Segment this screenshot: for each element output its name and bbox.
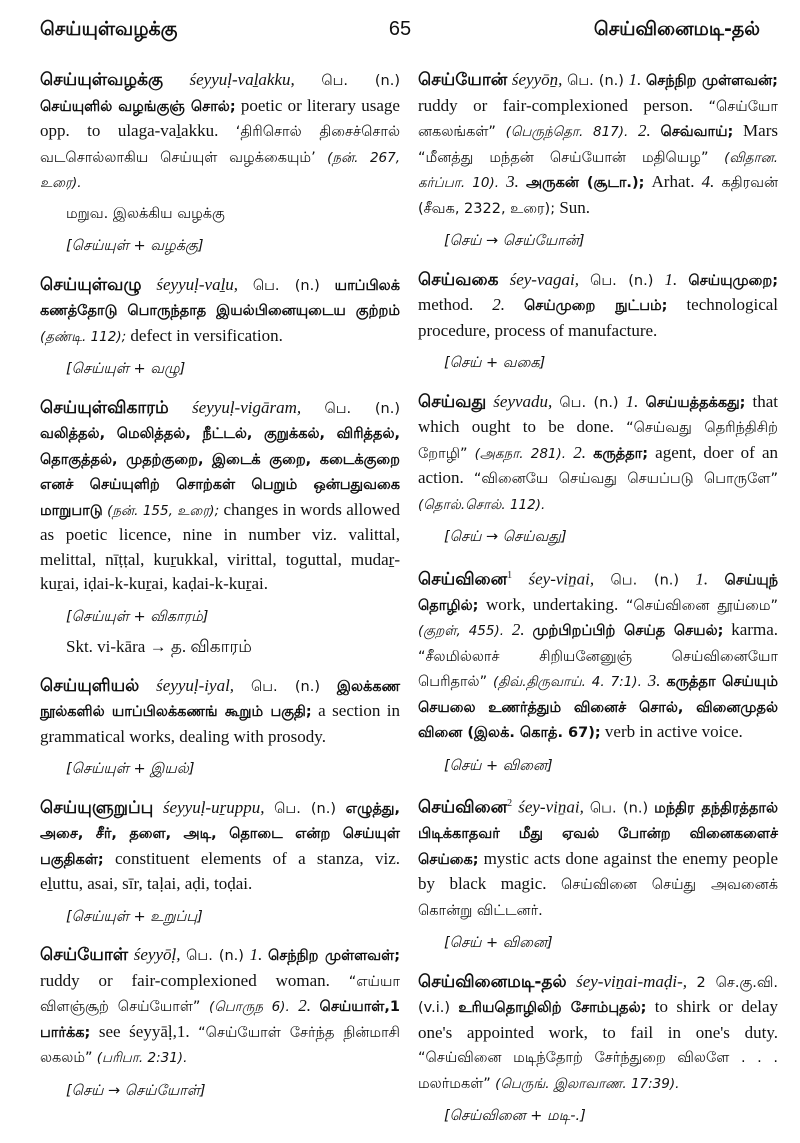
- part-of-speech: பெ. (n.): [252, 277, 320, 294]
- part-of-speech: பெ. (n.): [186, 948, 244, 964]
- english-definition: mystic acts done against the enemy people by black magic.: [418, 848, 778, 894]
- right-column: [418, 68, 778, 1143]
- quotation: “எய்யா விளஞ்சூற் செய்யோள்”: [40, 973, 400, 1015]
- tamil-definition: இலக்கண நூல்களில் யாப்பிலக்கணங் கூறும் பகுதி;: [40, 678, 401, 720]
- english-definition: karma.: [731, 620, 778, 640]
- transliteration: śey-viṉai-maḍi-,: [576, 971, 688, 991]
- tamil-definition: செந்நிற முள்ளவள்;: [268, 948, 400, 964]
- entry-body: [418, 268, 778, 344]
- sense-number: 1.: [249, 945, 263, 964]
- quotation: “செய்வினை தூய்மை”: [625, 597, 779, 614]
- etymology: [செய்யுள் + விகாரம்]: [66, 608, 209, 625]
- entry-body: [418, 68, 778, 221]
- etymology: [செய்யுள் + இயல்]: [66, 761, 195, 777]
- sense-number: 4.: [701, 172, 715, 191]
- dictionary-entry: [40, 796, 400, 930]
- tamil-definition: யாப்பிலக் கணத்தோடு பொருந்தாத இயல்பினையுடைய குற்றம்: [40, 277, 400, 319]
- source-reference: (பரிபா. 2:31).: [96, 1050, 188, 1066]
- etymology: [செய்யுள் + வழு]: [66, 361, 186, 377]
- part-of-speech: பெ. (n.): [250, 678, 320, 695]
- source-reference: (பெருந்தொ. 817).: [505, 124, 629, 140]
- dictionary-entry: [40, 273, 400, 382]
- entry-body: [40, 396, 400, 597]
- quotation: “செய்யோ னகலங்கள்”: [418, 98, 778, 140]
- etymology: [செய்யுள் + உறுப்பு]: [66, 908, 203, 925]
- english-definition: work, undertaking.: [486, 594, 619, 614]
- quotation: “செய்யோள் சேர்ந்த நின்மாசி லகலம்”: [40, 1024, 401, 1066]
- english-definition: technological procedure, process of manufacture.: [418, 295, 779, 340]
- part-of-speech: பெ. (n.): [324, 400, 400, 417]
- tamil-definition: கருத்தா;: [593, 445, 649, 462]
- transliteration: śeyyōḷ,: [133, 945, 181, 964]
- tamil-definition: செய்யுந் தொழில்;: [418, 572, 779, 614]
- page-number: 65: [388, 18, 412, 40]
- part-of-speech: பெ. (n.): [610, 572, 680, 589]
- tamil-definition: செவ்வாய்;: [660, 124, 734, 140]
- source-reference: (குறள், 455).: [418, 623, 505, 640]
- entry-body: [418, 390, 778, 518]
- entry-body: [40, 796, 400, 897]
- english-definition: poetic or literary usage opp. to ulaga-vaḻakku.: [40, 95, 400, 140]
- dictionary-entry: [40, 68, 400, 259]
- transliteration: śeyvadu,: [493, 391, 553, 411]
- transliteration: śey-viṉai,: [528, 569, 595, 589]
- transliteration: śeyyuḷ-iyal,: [156, 675, 235, 695]
- headword: செய்யோன்: [418, 70, 508, 90]
- english-definition: Arhat.: [651, 172, 695, 191]
- tamil-definition: கதிரவன் (சீவக, 2322, உரை);: [418, 175, 779, 217]
- english-definition: that which ought to be done.: [418, 391, 779, 436]
- source-reference: (அகநா. 281).: [474, 445, 567, 462]
- tamil-definition: உரியதொழிலிற் சோம்புதல்;: [458, 1000, 647, 1017]
- quotation: “செய்வினை மடிந்தோற் சேர்ந்துறை விலளே . . . மலர்மகள்”: [418, 1050, 778, 1092]
- transliteration: śey-viṉai,: [518, 797, 584, 817]
- english-definition: see śeyyāḷ,1.: [98, 1021, 190, 1041]
- tamil-definition: செய்யுளில் வழங்குஞ் சொல்;: [40, 98, 236, 115]
- english-definition: ruddy or fair-complexioned person.: [418, 95, 693, 115]
- source-reference: (விதான. கர்ப்பா. 10).: [418, 149, 779, 191]
- part-of-speech: பெ. (n.): [589, 800, 649, 817]
- english-definition: changes in words allowed as poetic licence, nine in number viz. valittal, melittal, nīṭṭal, kuṟukkal, virittal, toguttal, mudaṟ-kuṟai, iḍai-k-kuṟai, kaḍai-k-kuṟai.: [40, 499, 401, 593]
- tamil-definition: கருத்தா செய்யும் செயலை உணர்த்தும் வினைச் சொல், வினைமுதல் வினை (இலக். கொத். 67);: [418, 674, 779, 742]
- etymology: [செய்வினை + மடி-.]: [444, 1108, 586, 1125]
- etymology: [செய் + வகை]: [444, 355, 546, 371]
- sanskrit-origin: Skt. vi-kāra → த. விகாரம்: [66, 637, 252, 656]
- etymology: [செய் → செய்யோள்]: [66, 1082, 206, 1099]
- usage-example: செய்வினை செய்து அவனைக் கொன்று விட்டனர்.: [418, 877, 778, 919]
- dictionary-entry: [418, 268, 778, 376]
- part-of-speech: பெ. (n.): [590, 272, 654, 289]
- english-definition: a section in grammatical works, dealing with prosody.: [40, 701, 400, 746]
- english-definition: ruddy or fair-complexioned woman.: [40, 970, 330, 990]
- sense-number: 1.: [625, 391, 639, 411]
- etymology: [செய் → செய்வது]: [444, 529, 567, 545]
- source-reference: (திவ்.திருவாய். 4. 7:1).: [492, 674, 642, 691]
- headword: செய்யுள்வழக்கு: [40, 70, 163, 90]
- sense-number: 3.: [506, 172, 519, 191]
- source-reference: (நன். 267, உரை).: [40, 149, 401, 191]
- source-reference: (பெருங். இலாவாண. 17:39).: [495, 1075, 680, 1092]
- source-reference: (தண்டி. 112);: [40, 328, 127, 345]
- tamil-definition: செய்யுமுறை;: [688, 272, 779, 289]
- source-reference: (பொருந 6).: [208, 999, 290, 1015]
- homonym-number: 1: [507, 569, 513, 581]
- etymology: [செய் + வினை]: [444, 935, 553, 952]
- transliteration: śey-vagai,: [509, 269, 579, 289]
- tamil-definition: செய்முறை நுட்பம்;: [523, 298, 668, 314]
- dictionary-entry: [418, 564, 778, 779]
- running-head-left: செய்யுள்வழக்கு: [40, 18, 178, 40]
- dictionary-entry: [40, 396, 400, 660]
- sense-number: 2.: [573, 442, 586, 462]
- part-of-speech: 2 செ.கு.வி. (v.i.): [418, 974, 779, 1017]
- quotation: “சீலமில்லாச் சிறியனேனுஞ் செய்வினையோ பெரிதால்”: [418, 648, 778, 691]
- english-definition: Sun.: [559, 197, 591, 217]
- tamil-definition: எழுத்து, அசை, சீர், தளை, அடி, தொடை என்ற செய்யுள் பகுதிகள்;: [40, 800, 401, 868]
- transliteration: śeyyōṉ,: [511, 70, 563, 89]
- tamil-definition: வலித்தல், மெலித்தல், நீட்டல், குறுக்கல், விரித்தல், தொகுத்தல், முதற்குறை, இடைக் குறை, கடைக்குறை எனச் செய்யுளிற் சொற்கள் பெறும் ஒன்பதுவகை மாறுபாடு: [40, 426, 400, 519]
- sense-number: 1.: [695, 569, 709, 589]
- part-of-speech: பெ. (n.): [559, 394, 619, 411]
- part-of-speech: பெ. (n.): [274, 800, 336, 817]
- english-definition: method.: [418, 295, 474, 314]
- running-head: [40, 18, 760, 48]
- quotation: ‘திரிசொல் திசைச்சொல் வடசொல்லாகிய செய்யுள் வழக்கையும்’: [40, 124, 400, 166]
- dictionary-entry: [418, 390, 778, 550]
- etymology: [செய் → செய்யோன்]: [444, 233, 585, 249]
- entry-body: [418, 970, 778, 1097]
- entry-body: [40, 943, 400, 1071]
- entry-body: [40, 68, 400, 196]
- source-reference: (தொல்.சொல். 112).: [418, 496, 546, 513]
- sense-number: 1.: [628, 70, 642, 89]
- quotation: “மீனத்து மந்தன் செய்யோன் மதியெழ”: [418, 149, 709, 166]
- headword: செய்வினை: [418, 797, 508, 818]
- dictionary-entry: [418, 970, 778, 1129]
- english-definition: defect in versification.: [130, 325, 283, 345]
- part-of-speech: பெ. (n.): [567, 73, 624, 89]
- entry-body: [40, 273, 400, 350]
- left-column: [40, 68, 400, 1117]
- quotation: “செய்வது தெரிந்திசிற் றோழி”: [418, 420, 778, 462]
- running-head-right: செய்வினைமடி-தல்: [593, 18, 760, 40]
- english-definition: verb in active voice.: [604, 722, 743, 742]
- tamil-definition: மந்திர தந்திரத்தால் பிடிக்காதவர் மீது ஏவல் போன்ற வினைகளைச் செய்கை;: [418, 800, 778, 868]
- sense-number: 2.: [511, 620, 525, 640]
- headword: செய்யுளியல்: [40, 675, 140, 696]
- transliteration: śeyyuḷ-vaḻakku,: [189, 70, 295, 89]
- sense-number: 1.: [664, 269, 678, 289]
- english-definition: agent, doer of an action.: [418, 442, 779, 487]
- source-reference: (நன். 155, உரை);: [107, 502, 220, 519]
- headword: செய்யுள்விகாரம்: [40, 397, 169, 418]
- headword: செய்வினைமடி-தல்: [418, 971, 567, 992]
- entry-body: [418, 792, 778, 923]
- headword: செய்யுள்வழு: [40, 274, 142, 295]
- etymology: [செய்யுள் + வழக்கு]: [66, 238, 204, 254]
- homonym-number: 2: [507, 798, 513, 810]
- tamil-definition: அருகன் (சூடா.);: [526, 175, 645, 191]
- headword: செய்வகை: [418, 269, 499, 290]
- sense-number: 2.: [298, 996, 312, 1015]
- quotation: “வினையே செய்வது செயப்படு பொருளே”: [473, 471, 779, 487]
- english-definition: to shirk or delay one's appointed work, to fail in one's duty.: [418, 997, 779, 1042]
- headword: செய்யுளுறுப்பு: [40, 797, 154, 818]
- tamil-definition: செய்யத்தக்கது;: [645, 394, 746, 411]
- entry-body: [40, 674, 400, 750]
- part-of-speech: பெ. (n.): [321, 73, 401, 89]
- english-definition: Mars: [743, 121, 778, 140]
- dictionary-entry: [418, 792, 778, 956]
- dictionary-entry: [418, 68, 778, 254]
- etymology: [செய் + வினை]: [444, 757, 553, 774]
- headword: செய்வது: [418, 391, 487, 412]
- tamil-definition: செந்நிற முள்ளவன்;: [646, 73, 778, 89]
- english-definition: constituent elements of a stanza, viz. eḻuttu, asai, sīr, taḷai, aḍi, toḍai.: [40, 848, 400, 893]
- synonym-note: மறுவ. இலக்கிய வழக்கு: [66, 205, 225, 222]
- sense-number: 2.: [638, 121, 651, 140]
- sense-number: 2.: [492, 295, 505, 314]
- sense-number: 3.: [647, 671, 661, 691]
- headword: செய்வினை: [418, 569, 508, 590]
- tamil-definition: செய்யாள்,1 பார்க்க;: [40, 999, 400, 1041]
- transliteration: śeyyuḷ-uṟuppu,: [162, 797, 265, 817]
- entry-body: [418, 564, 778, 746]
- transliteration: śeyyuḷ-vigāram,: [192, 397, 302, 417]
- headword: செய்யோள்: [40, 945, 129, 965]
- transliteration: śeyyuḷ-vaḻu,: [156, 274, 239, 294]
- tamil-definition: முற்பிறப்பிற் செய்த செயல்;: [532, 623, 724, 640]
- dictionary-entry: [40, 943, 400, 1103]
- dictionary-entry: [40, 674, 400, 782]
